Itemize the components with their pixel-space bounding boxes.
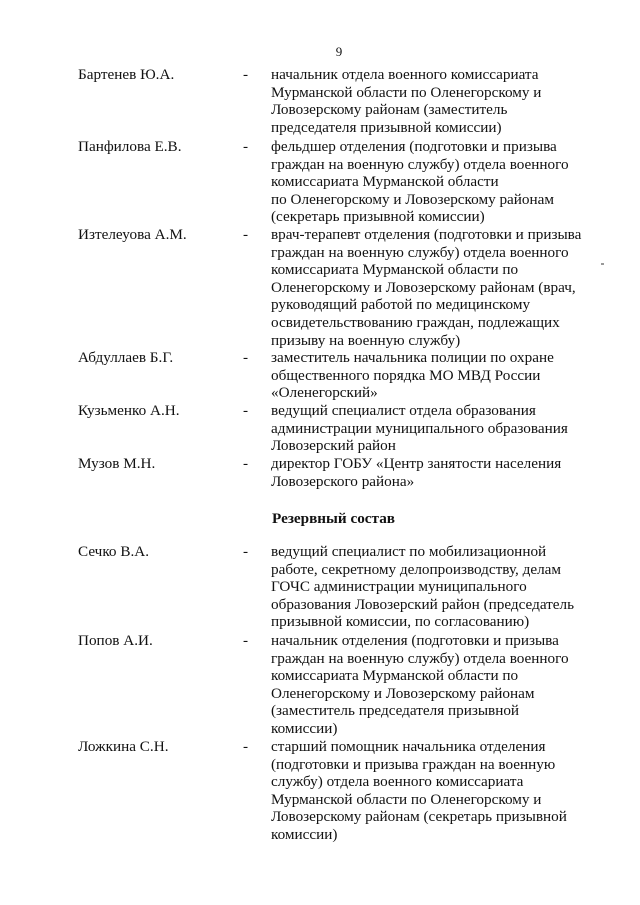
member-position: [271, 738, 601, 844]
dash-separator: -: [243, 738, 249, 755]
position-line: граждан на военную службу) отдела военного: [271, 155, 569, 173]
member-name: Абдуллаев Б.Г.: [78, 349, 174, 366]
position-line: призывной комиссии, по согласованию): [271, 613, 530, 631]
position-line: Мурманской области по Оленегорскому и: [271, 790, 542, 808]
position-line: администрации муниципального образования: [271, 419, 568, 437]
position-line: заместитель начальника полиции по охране: [271, 349, 554, 366]
position-line: работе, секретному делопроизводству, делам: [271, 560, 562, 578]
member-position: [271, 138, 601, 226]
member-name: Бартенев Ю.А.: [78, 66, 175, 83]
reserve-section-title: Резервный состав: [272, 510, 395, 527]
position-line: Оленегорскому и Ловозерскому районам: [271, 684, 535, 702]
position-line: Ловозерскому районам (секретарь призывной: [271, 808, 567, 826]
member-position: [271, 543, 601, 631]
position-line: Оленегорскому и Ловозерскому районам (врач,: [271, 278, 576, 296]
position-line: руководящий работой по медицинскому: [271, 296, 531, 314]
position-line: службу) отдела военного комиссариата: [271, 773, 524, 791]
position-line: Мурманской области по Оленегорскому и: [271, 83, 542, 101]
position-line: председателя призывной комиссии): [271, 118, 502, 136]
dash-separator: -: [243, 455, 249, 472]
dash-separator: -: [243, 226, 249, 243]
position-line: граждан на военную службу) отдела военного: [271, 649, 569, 667]
position-line: врач-терапевт отделения (подготовки и призыва: [271, 226, 582, 243]
position-line: начальник отделения (подготовки и призыва: [271, 632, 559, 649]
member-position: [271, 402, 601, 455]
page-number: 9: [335, 44, 343, 59]
position-line: освидетельствованию граждан, подлежащих: [271, 313, 560, 331]
position-line: комиссии): [271, 719, 338, 737]
position-line: призыву на военную службу): [271, 331, 461, 349]
position-line: старший помощник начальника отделения: [271, 738, 546, 755]
dash-separator: -: [243, 349, 249, 366]
dash-separator: -: [243, 66, 249, 83]
member-name: Попов А.И.: [78, 632, 153, 649]
position-line: «Оленегорский»: [271, 384, 378, 402]
member-name: Ложкина С.Н.: [78, 738, 169, 755]
position-line: Ловозерский район: [271, 437, 396, 455]
position-line: комиссариата Мурманской области по: [271, 667, 519, 685]
dash-separator: -: [243, 543, 249, 560]
member-position: [271, 455, 601, 490]
position-line: Ловозерскому районам (заместитель: [271, 101, 508, 119]
member-name: Музов М.Н.: [78, 455, 156, 472]
scan-speck: [601, 263, 604, 265]
position-line: образования Ловозерский район (председатель: [271, 595, 575, 613]
position-line: (заместитель председателя призывной: [271, 702, 520, 720]
position-line: общественного порядка МО МВД России: [271, 366, 541, 384]
position-line: комиссариата Мурманской области по: [271, 261, 519, 279]
member-name: Изтелеуова А.М.: [78, 226, 187, 243]
position-line: фельдшер отделения (подготовки и призыва: [271, 138, 557, 155]
member-name: Панфилова Е.В.: [78, 138, 182, 155]
position-line: начальник отдела военного комиссариата: [271, 66, 539, 83]
member-position: [271, 226, 601, 349]
member-position: [271, 632, 601, 738]
member-name: Кузьменко А.Н.: [78, 402, 180, 419]
position-line: ведущий специалист по мобилизационной: [271, 543, 547, 560]
position-line: директор ГОБУ «Центр занятости населения: [271, 455, 562, 472]
member-name: Сечко В.А.: [78, 543, 150, 560]
position-line: комиссариата Мурманской области: [271, 173, 499, 191]
position-line: (подготовки и призыва граждан на военную: [271, 755, 556, 773]
position-line: ГОЧС администрации муниципального: [271, 578, 527, 596]
position-line: Ловозерского района»: [271, 472, 415, 490]
position-line: комиссии): [271, 825, 338, 843]
dash-separator: -: [243, 138, 249, 155]
member-position: [271, 349, 601, 402]
member-position: [271, 66, 601, 136]
dash-separator: -: [243, 632, 249, 649]
position-line: ведущий специалист отдела образования: [271, 402, 536, 419]
position-line: по Оленегорскому и Ловозерскому районам: [271, 190, 554, 208]
position-line: (секретарь призывной комиссии): [271, 208, 485, 226]
dash-separator: -: [243, 402, 249, 419]
position-line: граждан на военную службу) отдела военного: [271, 243, 569, 261]
